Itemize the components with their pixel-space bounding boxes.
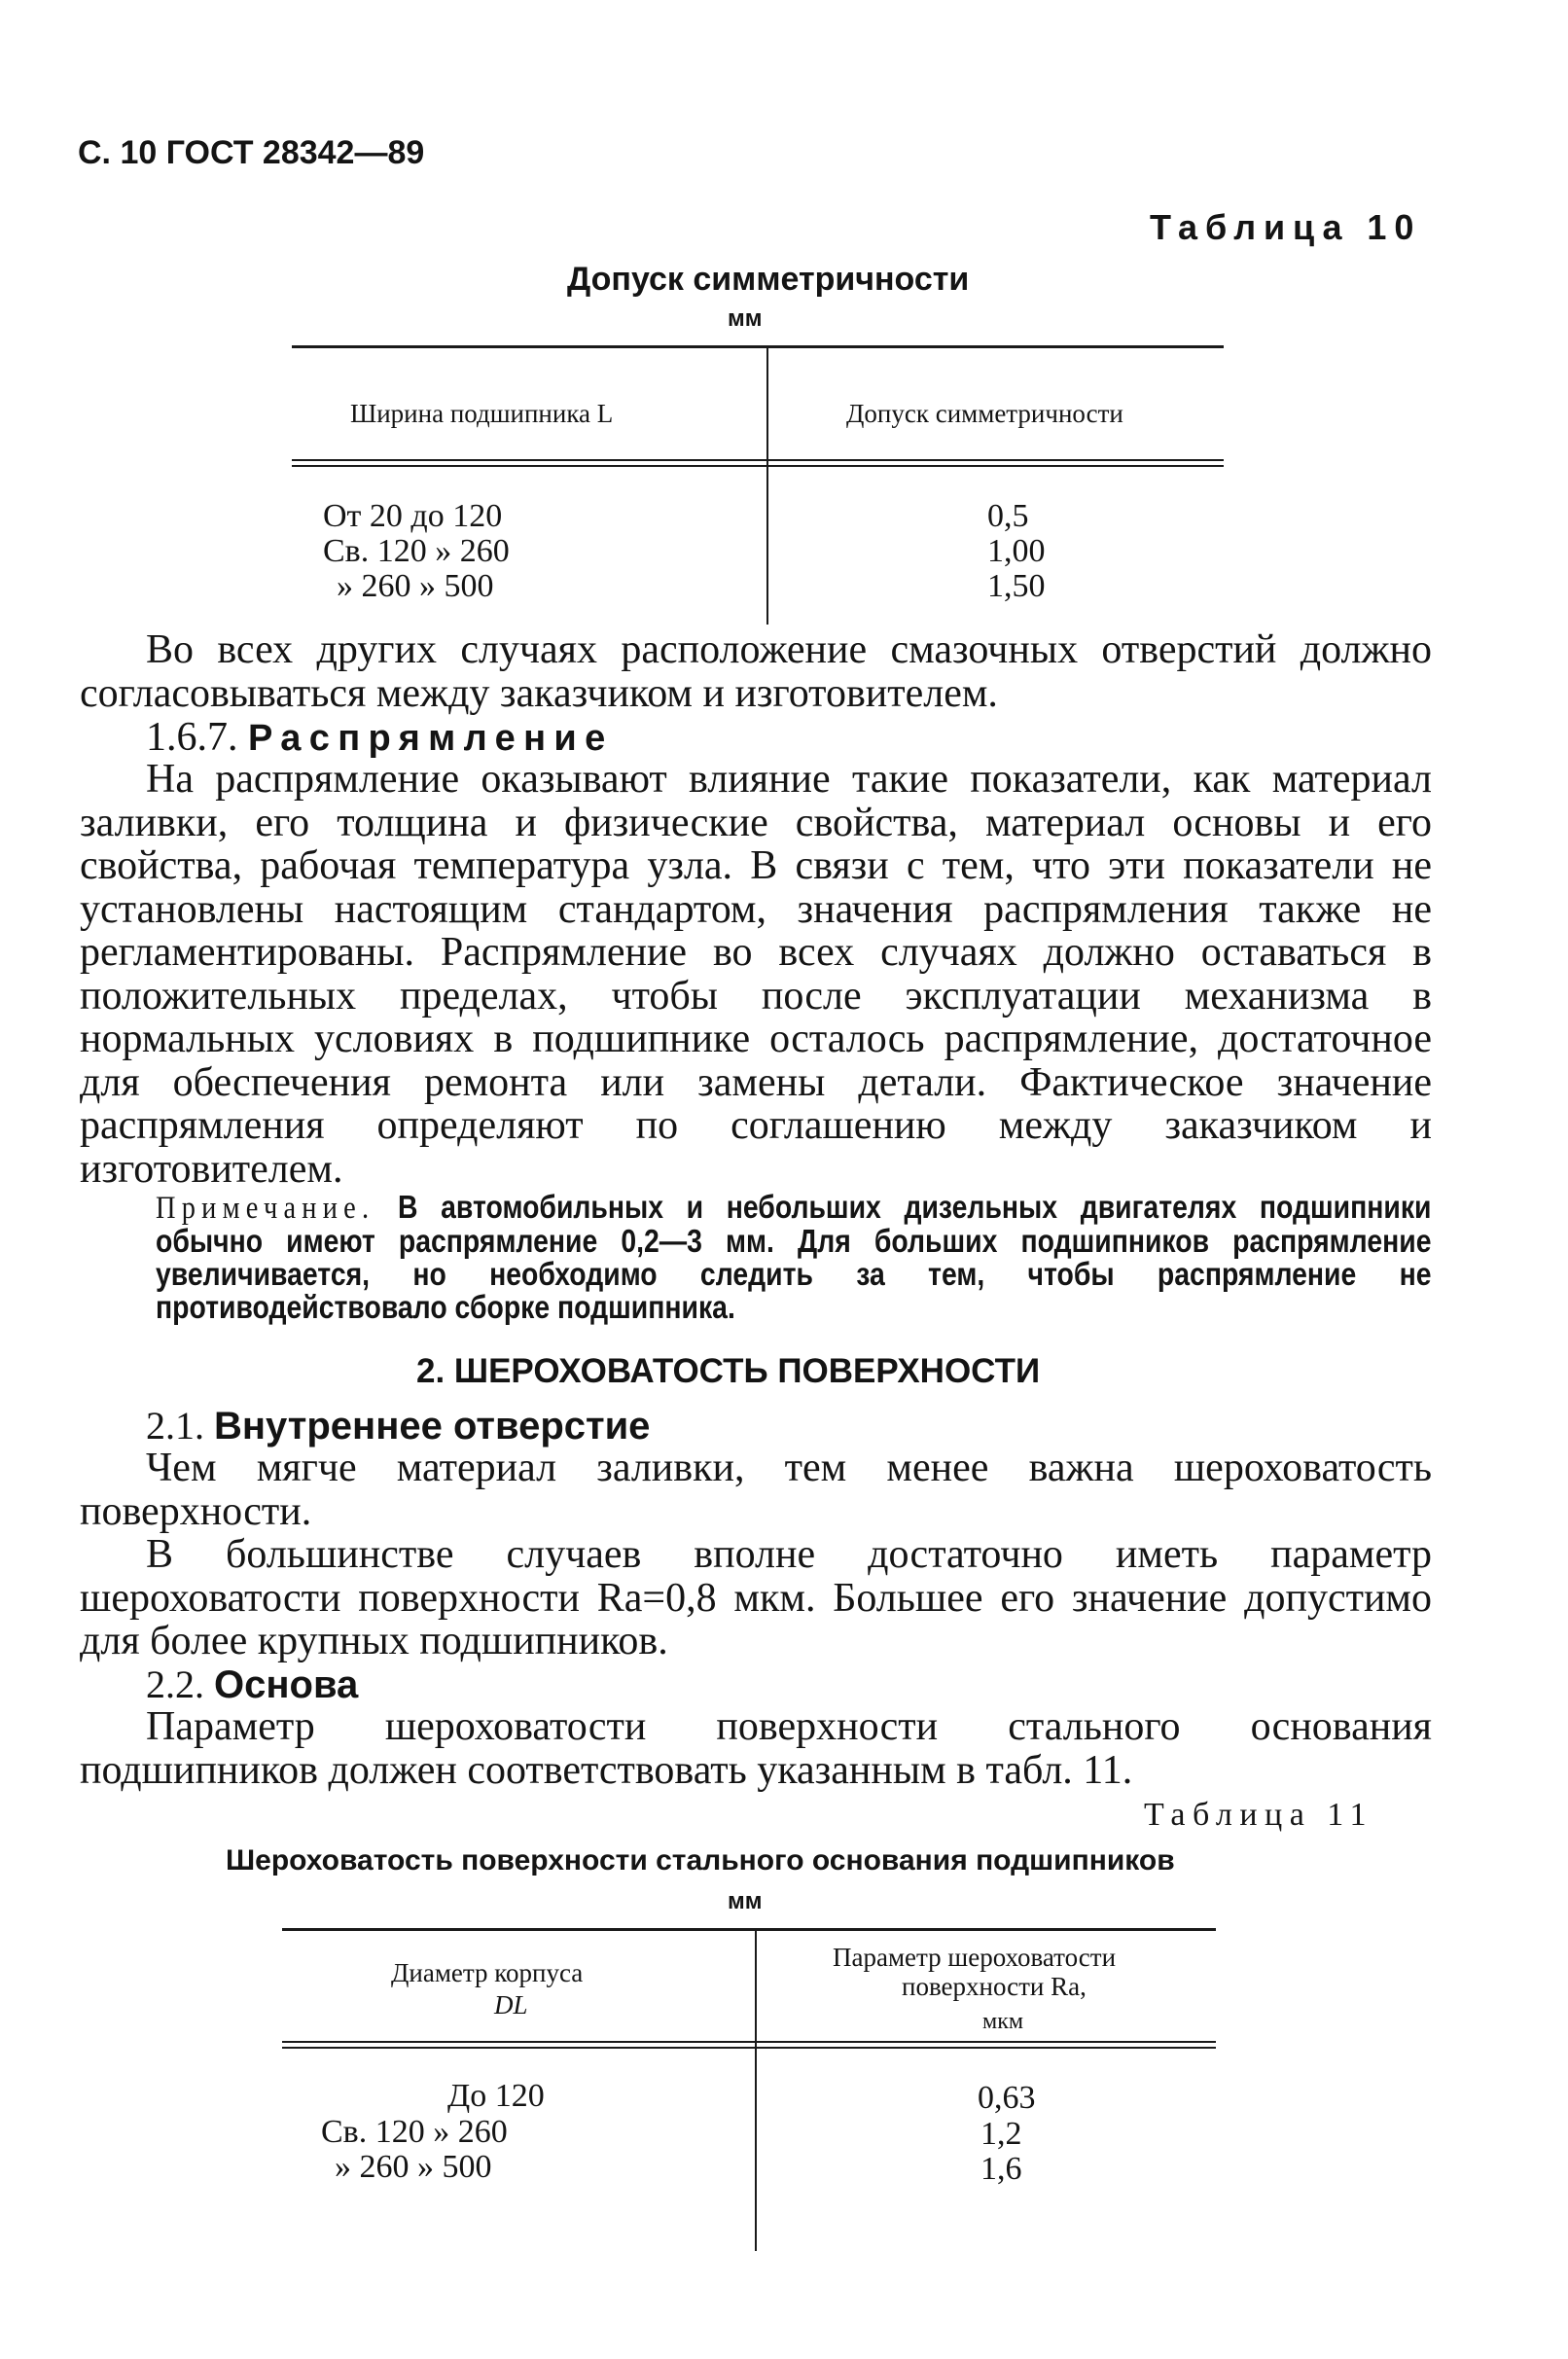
table-11-top-rule: [282, 1928, 1216, 1931]
table-11-col2-header-line3: мкм: [982, 2009, 1024, 2034]
table-11-col2-header: Параметр шероховатости: [833, 1943, 1117, 1972]
table-11-column-divider: [755, 1930, 757, 2251]
table-11-unit: мм: [728, 1888, 763, 1914]
table-10-header-rule: [292, 459, 1224, 461]
table-11-col1-header: Диаметр корпуса: [391, 1958, 584, 1987]
table-11-header-rule-2: [282, 2047, 1216, 2049]
table-11-range: » 260 » 500: [335, 2149, 492, 2185]
table-11-col2-header-line2: поверхности Ra,: [902, 1972, 1087, 2001]
table-11-value: 1,6: [980, 2151, 1022, 2187]
page-header: С. 10 ГОСТ 28342—89: [78, 134, 425, 171]
table-10-value: 1,50: [987, 568, 1046, 604]
table-11-header-rule: [282, 2041, 1216, 2043]
table-10-column-divider: [766, 347, 768, 625]
note-block: [156, 1191, 1432, 1324]
note-text: В автомобильных и небольших дизельных двигателях подшипники обычно имеют распрямление 0,2—3 мм. Для больших подшипников распрямление увеличивается, но необходимо следить за тем, чтобы распрямление не противодействовало сборке подшипника.: [156, 1189, 1432, 1325]
table-11-label: Таблица 11: [1144, 1797, 1373, 1833]
table-10-label: Таблица 10: [1150, 207, 1422, 247]
table-10-col2-header: Допуск симметричности: [846, 399, 1123, 428]
table-10-title: Допуск симметричности: [567, 261, 970, 298]
table-10-top-rule: [292, 345, 1224, 348]
section-2-2-heading: 2.2. Основа: [146, 1662, 359, 1706]
table-11-value: 1,2: [980, 2116, 1022, 2152]
section-1-6-7-heading: 1.6.7. Распрямление: [146, 715, 614, 760]
table-11-range: Св. 120 » 260: [321, 2114, 508, 2150]
section-2-1-heading: 2.1. Внутреннее отверстие: [146, 1404, 651, 1448]
paragraph-2-1-b: В большинстве случаев вполне достаточно иметь параметр шероховатости поверхности Ra=0,8 мкм. Большее его значение допустимо для более крупных подшипников.: [80, 1532, 1432, 1663]
table-11-value: 0,63: [978, 2080, 1036, 2116]
note-label: Примечание.: [156, 1191, 375, 1226]
paragraph-2-2: Параметр шероховатости поверхности стального основания подшипников должен соответствовать указанным в табл. 11.: [80, 1704, 1432, 1793]
paragraph-distortion: На распрямление оказывают влияние такие показатели, как материал заливки, его толщина и физические свойства, материал основы и его свойства, рабочая температура узла. В связи с тем, что эти показатели не установлены настоящим стандартом, значения распрямления также не регламентированы. Распрямление во всех случаях должно оставаться в положительных пределах, чтобы после эксплуатации механизма в нормальных условиях в подшипнике осталось распрямление, достаточное для обеспечения ремонта или замены детали. Фактическое значение распрямления определяют по соглашению между заказчиком и изготовителем.: [80, 757, 1432, 1192]
table-10-range: » 260 » 500: [337, 568, 494, 604]
table-10-value: 0,5: [987, 498, 1029, 534]
section-2-heading: 2. ШЕРОХОВАТОСТЬ ПОВЕРХНОСТИ: [416, 1352, 1041, 1390]
table-11-col1-symbol: DL: [494, 1990, 528, 2019]
paragraph-2-1-a: Чем мягче материал заливки, тем менее важна шероховатость поверхности.: [80, 1446, 1432, 1534]
table-11-title: Шероховатость поверхности стального основания подшипников: [226, 1844, 1175, 1876]
table-10-unit: мм: [728, 305, 763, 332]
table-10-range: От 20 до 120: [323, 498, 503, 534]
table-11-range: До 120: [447, 2078, 545, 2114]
table-10-value: 1,00: [987, 533, 1046, 569]
table-10-col1-header: Ширина подшипника L: [350, 399, 614, 428]
table-10-header-rule-2: [292, 465, 1224, 467]
table-10-range: Св. 120 » 260: [323, 533, 510, 569]
paragraph-grease-holes: Во всех других случаях расположение смазочных отверстий должно согласовываться между заказчиком и изготовителем.: [80, 627, 1432, 716]
